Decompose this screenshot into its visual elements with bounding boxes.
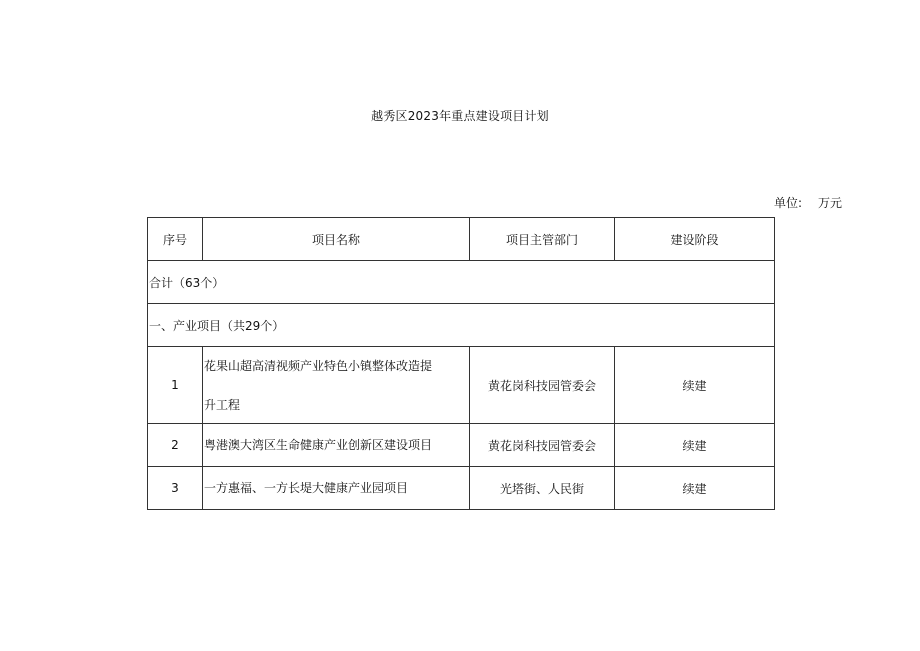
table-row: [148, 347, 775, 424]
header-name: 项目名称: [203, 218, 470, 261]
dept-cell: 黄花岗科技园管委会: [470, 424, 615, 467]
section-row: [148, 304, 775, 347]
table-row: [148, 424, 775, 467]
document-title: 越秀区2023年重点建设项目计划: [371, 109, 549, 123]
name-cell: 一方惠福、一方长堤大健康产业园项目: [203, 467, 470, 510]
dept-cell: 黄花岗科技园管委会: [470, 347, 615, 424]
project-plan-table: [147, 217, 775, 510]
table-header-row: [148, 218, 775, 261]
header-dept: 项目主管部门: [470, 218, 615, 261]
total-cell: 合计（63个）: [148, 261, 775, 304]
stage-cell: 续建: [615, 347, 775, 424]
stage-cell: 续建: [615, 424, 775, 467]
name-cell: 粤港澳大湾区生命健康产业创新区建设项目: [203, 424, 470, 467]
total-row: [148, 261, 775, 304]
header-stage: 建设阶段: [615, 218, 775, 261]
seq-cell: 3: [148, 467, 203, 510]
unit-value: 万元: [818, 196, 843, 210]
stage-cell: 续建: [615, 467, 775, 510]
seq-cell: 1: [148, 347, 203, 424]
table-row: [148, 467, 775, 510]
section-cell: 一、产业项目（共29个）: [148, 304, 775, 347]
dept-cell: 光塔街、人民街: [470, 467, 615, 510]
seq-cell: 2: [148, 424, 203, 467]
unit-label: 单位:: [774, 196, 803, 210]
header-seq: 序号: [148, 218, 203, 261]
name-line-2: 升工程: [204, 398, 241, 412]
name-cell: [203, 347, 470, 424]
name-line-1: 花果山超高清视频产业特色小镇整体改造提: [204, 359, 433, 373]
